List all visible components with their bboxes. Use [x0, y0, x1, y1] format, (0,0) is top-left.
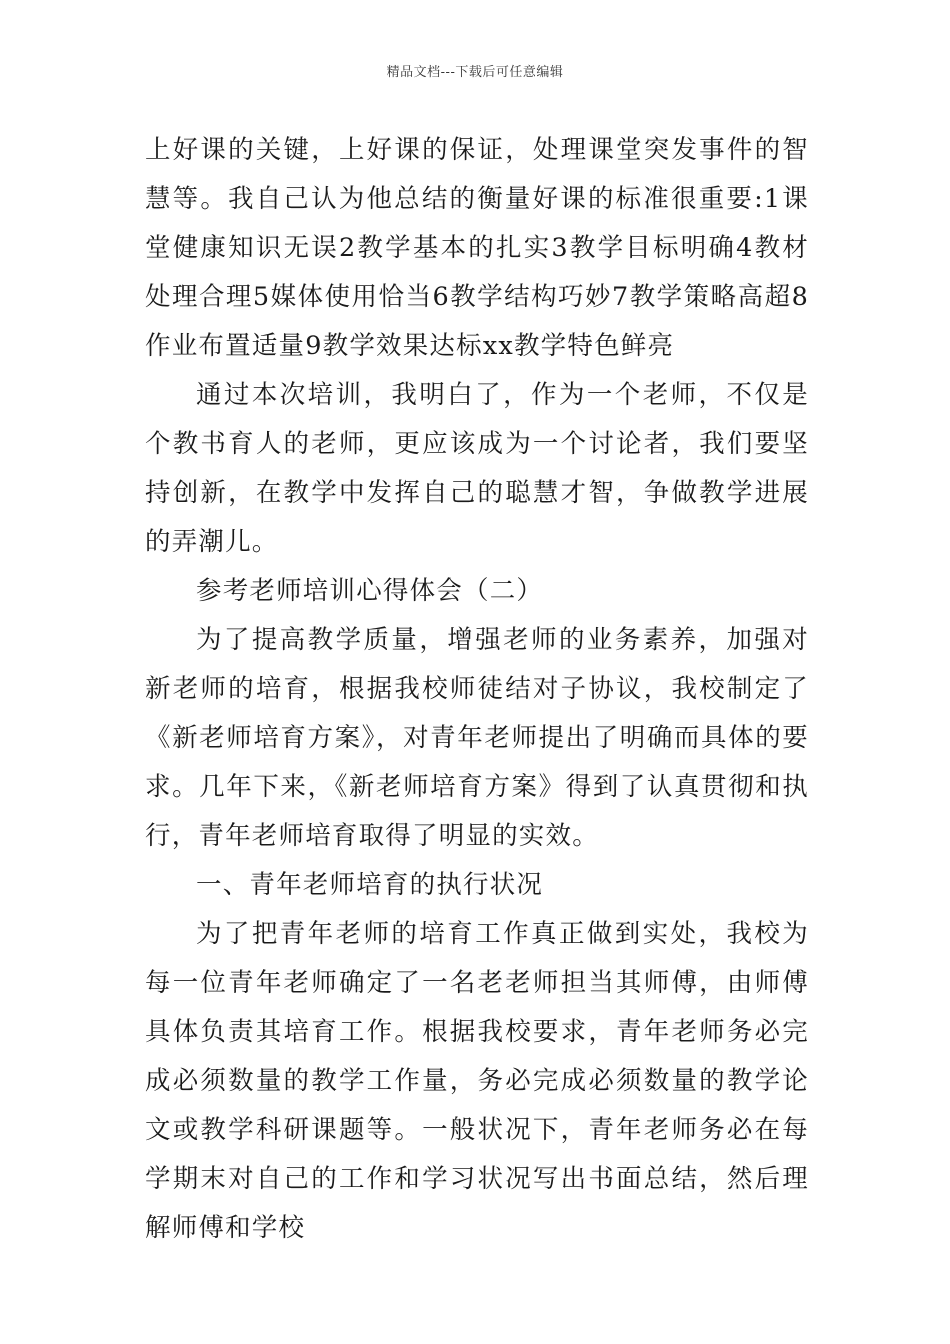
paragraph-training-reflection: 通过本次培训，我明白了，作为一个老师，不仅是个教书育人的老师，更应该成为一个讨论者，我们要坚持创新，在教学中发挥自己的聪慧才智，争做教学进展的弄潮儿。	[145, 380, 809, 557]
paragraph-mentor-assignment: 为了把青年老师的培育工作真正做到实处，我校为每一位青年老师确定了一名老老师担当其师傅，由师傅具体负责其培育工作。根据我校要求，青年老师务必完成必须数量的教学工作量，务必完成必须数量的教学论文或教学科研课题等。一般状况下，青年老师务必在每学期末对自己的工作和学习状况写出书面总结，然后理解师傅和学校	[145, 919, 809, 1243]
paragraph-new-teacher-plan: 为了提高教学质量，增强老师的业务素养，加强对新老师的培育，根据我校师徒结对子协议，我校制定了《新老师培育方案》，对青年老师提出了明确而具体的要求。几年下来，《新老师培育方案》得到了认真贯彻和执行，青年老师培育取得了明显的实效。	[145, 625, 809, 851]
section-heading-implementation: 一、青年老师培育的执行状况	[196, 870, 544, 900]
paragraph-good-lesson-criteria: 上好课的关键，上好课的保证，处理课堂突发事件的智慧等。我自己认为他总结的衡量好课的标准很重要:1课堂健康知识无误2教学基本的扎实3教学目标明确4教材处理合理5媒体使用恰当6教学结构巧妙7教学策略高超8作业布置适量9教学效果达标xx教学特色鲜亮	[145, 135, 809, 361]
document-body	[145, 126, 809, 1253]
page-header: 精品文档---下载后可任意编辑	[386, 65, 564, 80]
section-title-training-experience-2: 参考老师培训心得体会（二）	[196, 576, 544, 606]
